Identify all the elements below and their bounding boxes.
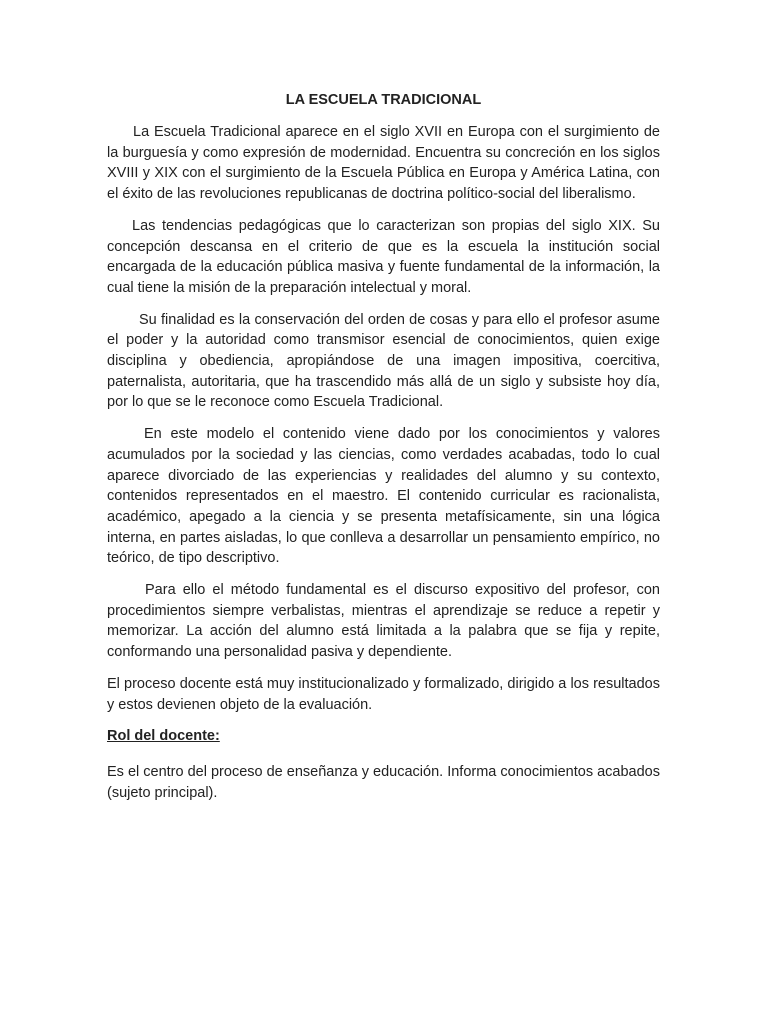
- paragraph-tendencies: Las tendencias pedagógicas que lo caracterizan son propias del siglo XIX. Su concepción descansa en el criterio de que es la escuela la institución social encargada de la educación pública masiva y fuente fundamental de la información, la cual tiene la misión de la preparación intelectual y moral.: [107, 217, 660, 296]
- section-heading-teacher-role: Rol del docente:: [107, 728, 220, 745]
- paragraph-teacher-role: Es el centro del proceso de enseñanza y educación. Informa conocimientos acabados (sujeto principal).: [107, 764, 660, 801]
- paragraph-method: Para ello el método fundamental es el discurso expositivo del profesor, con procedimientos siempre verbalistas, mientras el aprendizaje se reduce a repetir y memorizar. La acción del alumno está limitada a la palabra que se fija y repite, conformando una personalidad pasiva y dependiente.: [107, 582, 660, 661]
- document-title: LA ESCUELA TRADICIONAL: [285, 92, 482, 108]
- paragraph-content-model: En este modelo el contenido viene dado por los conocimientos y valores acumulados por la sociedad y las ciencias, como verdades acabadas, todo lo cual aparece divorciado de las experiencias y realidades del alumno y su contexto, contenidos representados en el maestro. El contenido curricular es racionalista, académico, apegado a la ciencia y se presenta metafísicamente, sin una lógica interna, en partes aisladas, lo que conlleva a desarrollar un pensamiento empírico, no teórico, de tipo descriptivo.: [107, 426, 660, 567]
- document-page: [107, 90, 660, 815]
- paragraph-teaching-process: El proceso docente está muy institucionalizado y formalizado, dirigido a los resultados y estos devienen objeto de la evaluación.: [107, 675, 660, 713]
- paragraph-origin: La Escuela Tradicional aparece en el siglo XVII en Europa con el surgimiento de la burguesía y como expresión de modernidad. Encuentra su concreción en los siglos XVIII y XIX con el surgimiento de la Escuela Pública en Europa y América Latina, con el éxito de las revoluciones republicanas de doctrina político-social del liberalismo.: [107, 124, 660, 203]
- paragraph-purpose: Su finalidad es la conservación del orden de cosas y para ello el profesor asume el poder y la autoridad como transmisor esencial de conocimientos, quien exige disciplina y obediencia, apropiándose de una imagen impositiva, coercitiva, paternalista, autoritaria, que ha trascendido más allá de un siglo y subsiste hoy día, por lo que se le reconoce como Escuela Tradicional.: [107, 311, 660, 411]
